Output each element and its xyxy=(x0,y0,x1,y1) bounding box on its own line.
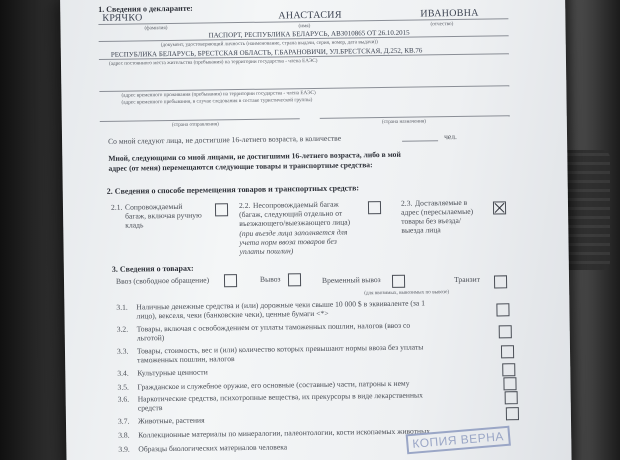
name-value: АНАСТАСИЯ xyxy=(278,9,342,22)
minors-line xyxy=(402,140,438,142)
temp-export-checkbox[interactable] xyxy=(392,275,405,288)
opt3-line-2: адрес (пересылаемые) xyxy=(401,206,474,217)
item-3-1-num: 3.1. xyxy=(116,302,128,312)
country-from-caption: (страна отправления) xyxy=(171,121,219,128)
opt1-num: 2.1. xyxy=(110,202,123,212)
item-3-2-num: 3.2. xyxy=(116,324,129,334)
import-checkbox[interactable] xyxy=(224,274,237,287)
item-3-5-checkbox[interactable] xyxy=(503,377,516,390)
item-3-3-num: 3.3. xyxy=(116,346,129,356)
address-caption-2: (адрес временного проживания (пребывания) на территории государства - члена ЕАЭС) xyxy=(121,89,316,99)
minors-unit: чел. xyxy=(443,131,457,142)
item-3-7-checkbox[interactable] xyxy=(506,407,519,420)
opt2-line-6: уплаты пошлин) xyxy=(239,246,294,257)
import-label: Ввоз (свободное обращение) xyxy=(115,275,210,286)
item-3-4-checkbox[interactable] xyxy=(502,363,515,376)
opt3-line-4: выезда лица xyxy=(401,225,441,235)
opt1-line-2: багаж, включая ручную xyxy=(125,210,202,221)
opt2-checkbox[interactable] xyxy=(368,201,381,214)
item-3-1-line-2: лицо), векселя, чеки (банковские чеки), ценные бумаги <*> xyxy=(136,308,329,321)
opt2-line-1: Несопровождаемый багаж xyxy=(252,199,339,210)
opt1-line-1: Сопровождаемый xyxy=(124,201,183,212)
opt3-checkbox-checked[interactable] xyxy=(493,201,506,214)
item-3-3-line-2: таможенных пошлин, налогов xyxy=(137,354,235,365)
item-3-9-line-1: Образцы биологических материалов человека xyxy=(138,442,288,454)
item-3-5-line-1: Гражданское и служебное оружие, его основные (составные) части, патроны к нему xyxy=(137,378,410,392)
transit-label: Транзит xyxy=(453,274,481,285)
item-3-8-num: 3.8. xyxy=(118,430,130,440)
opt1-checkbox[interactable] xyxy=(215,203,228,216)
name-caption: (имя) xyxy=(298,23,311,30)
patronymic-value: ИВАНОВНА xyxy=(420,7,479,20)
opt3-line-1: Доставляемые в xyxy=(414,197,468,208)
car-interior-left xyxy=(0,0,70,460)
item-3-1-checkbox[interactable] xyxy=(496,303,509,316)
item-3-5-num: 3.5. xyxy=(117,382,129,392)
opt2-line-5: учета норм ввоза товаров без xyxy=(239,236,337,248)
item-3-9-num: 3.9. xyxy=(118,444,130,454)
item-3-2-checkbox[interactable] xyxy=(499,325,512,338)
opt1-line-3: кладь xyxy=(125,220,144,230)
item-3-7-line-1: Животные, растения xyxy=(137,415,205,426)
address-value: РЕСПУБЛИКА БЕЛАРУСЬ, БРЕСТСКАЯ ОБЛАСТЬ, Г.БАРАНОВИЧИ, УЛ.БРЕСТСКАЯ, Д.252, КВ.76 xyxy=(110,46,423,59)
item-3-4-line-1: Культурные ценности xyxy=(137,367,208,378)
item-3-7-num: 3.7. xyxy=(117,416,130,426)
item-3-6-line-1: Наркотические средства, психотропные вещества, их прекурсоры в виде лекарственных xyxy=(137,390,423,404)
minors-text: Со мной следуют лица, не достигшие 16-летнего возраста, в количестве xyxy=(108,133,342,146)
opt2-line-4: (при въезде лица заполняется для xyxy=(239,227,348,239)
document-value: ПАСПОРТ, РЕСПУБЛИКА БЕЛАРУСЬ, АВ3010865 ОТ 26.10.2015 xyxy=(208,28,410,40)
opt2-num: 2.2. xyxy=(238,200,251,211)
item-3-3-checkbox[interactable] xyxy=(501,345,514,358)
temp-export-label: Временный вывоз xyxy=(321,275,381,285)
declaration-form xyxy=(60,0,572,460)
section2-title: 2. Сведения о способе перемещения товаров и транспортных средств: xyxy=(106,183,360,196)
patronymic-caption: (отчество) xyxy=(430,21,454,28)
surname-caption: (фамилия) xyxy=(144,25,168,32)
export-checkbox[interactable] xyxy=(288,273,301,286)
item-3-1-line-1: Наличные денежные средства и (или) дорожные чеки свыше 10 000 $ в эквиваленте (за 1 xyxy=(136,298,426,312)
export-label: Вывоз xyxy=(259,274,281,284)
section1-title: 1. Сведения о декларанте: xyxy=(98,3,193,14)
document-caption: (документ, удостоверяющий личность (наименование, страна выдачи, серия, номер, дата выдачи)) xyxy=(160,39,378,49)
item-3-3-line-1: Товары, стоимость, вес и (или) количество которых превышают нормы ввоза без уплаты xyxy=(136,342,424,356)
bold-note-1: Мной, следующими со мной лицами, не достигшими 16-летнего возраста, либо в мой xyxy=(108,149,401,163)
transit-note: (для ввозимых, вывозимых по вывозе) xyxy=(364,289,450,297)
bold-note-2: адрес (от меня) перемещаются следующие товары и транспортные средства: xyxy=(108,160,373,173)
opt2-line-2: (багаж, следующий отдельно от xyxy=(239,208,343,220)
address-caption-3: (адрес временного пребывания, в случае следования в составе туристической группы) xyxy=(121,97,313,106)
copy-stamp: КОПИЯ ВЕРНА xyxy=(406,426,511,455)
opt3-num: 2.3. xyxy=(400,198,413,208)
section3-title: 3. Сведения о товарах: xyxy=(111,263,194,274)
opt3-line-3: товары без въезда/ xyxy=(401,215,462,226)
item-3-2-line-1: Товары, включая с освобождением от уплаты таможенных пошлин, налогов (ввоз со xyxy=(136,320,411,334)
opt2-line-3: въезжающего/выезжающего лица) xyxy=(239,217,351,229)
surname-value: КРЯЧКО xyxy=(102,12,143,24)
country-to-caption: (страна назначения) xyxy=(381,118,427,126)
item-3-6-checkbox[interactable] xyxy=(505,391,518,404)
address-caption-1: (адрес постоянного места жительства (пребывания) на территории государства - члена ЕАЭС) xyxy=(108,57,318,67)
transit-checkbox[interactable] xyxy=(494,275,507,288)
item-3-2-line-2: льготой) xyxy=(136,333,165,343)
item-3-6-line-2: средств xyxy=(137,403,163,413)
item-3-8-line-1: Коллекционные материалы по минералогии, палеонтологии, кости ископаемых животных xyxy=(138,426,431,440)
item-3-4-num: 3.4. xyxy=(117,368,129,378)
item-3-6-num: 3.6. xyxy=(117,394,130,404)
